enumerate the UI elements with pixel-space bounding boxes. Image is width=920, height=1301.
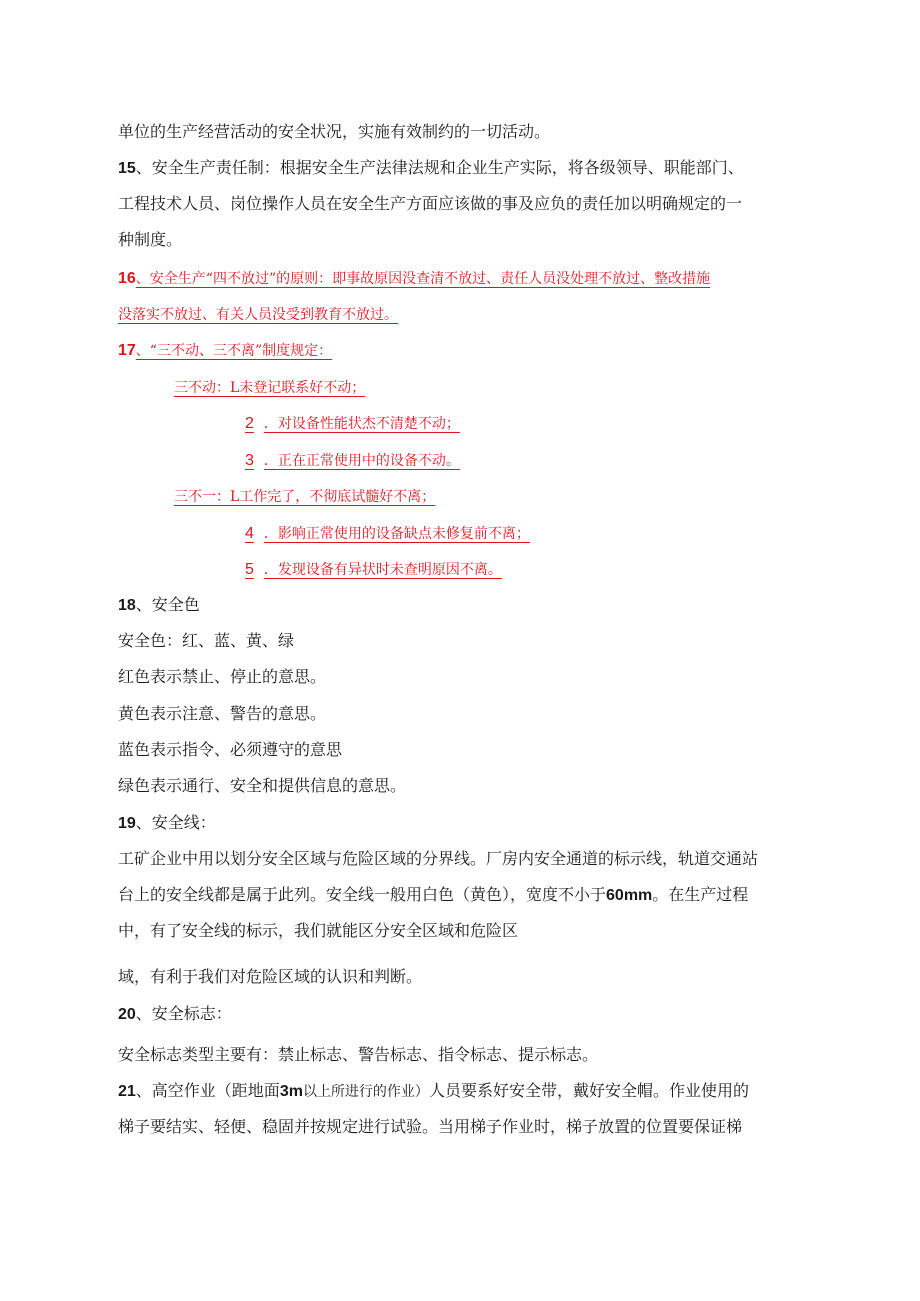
text-line: 安全标志类型主要有：禁止标志、警告标志、指令标志、提示标志。 — [118, 1045, 599, 1064]
text-line: 工矿企业中用以划分安全区域与危险区域的分界线。厂房内安全通道的标示线，轨道交通站 — [118, 849, 759, 868]
item-20: 20、安全标志： — [118, 1004, 232, 1023]
item-15: 15、安全生产责任制：根据安全生产法律法规和企业生产实际，将各级领导、职能部门、 — [118, 158, 744, 177]
sub-number: 4 — [245, 525, 254, 542]
text-line: 梯子要结实、轻便、稳固并按规定进行试验。当用梯子作业时，梯子放置的位置要保证梯 — [118, 1117, 743, 1136]
sub-number: 5 — [245, 561, 254, 578]
item-19: 19、安全线： — [118, 813, 216, 832]
sub-item: 5 ．发现设备有异状时未查明原因不离。 — [245, 561, 502, 578]
sub-item: 三不动：L未登记联系好不动； — [174, 380, 366, 396]
text-line: 工程技术人员、岗位操作人员在安全生产方面应该做的事及应负的责任加以明确规定的一 — [118, 194, 743, 213]
text-line: 没落实不放过、有关人员没受到教育不放过。 — [118, 307, 398, 323]
text-line: 黄色表示注意、警告的意思。 — [118, 704, 327, 723]
sub-item: 三不一：L工作完了，不彻底试髓好不离； — [174, 489, 436, 505]
text-line: 安全色：红、蓝、黄、绿 — [118, 631, 295, 650]
text-line: 红色表示禁止、停止的意思。 — [118, 667, 327, 686]
item-number: 19 — [118, 815, 136, 832]
text-line: 种制度。 — [118, 230, 183, 249]
text-line: 绿色表示通行、安全和提供信息的意思。 — [118, 776, 407, 795]
item-16: 16、安全生产“四不放过”的原则：即事故原因没查清不放过、责任人员没处理不放过、整改措施 — [118, 270, 711, 287]
sub-item: 3 ．正在正常使用中的设备不动。 — [245, 452, 460, 469]
item-number: 21 — [118, 1083, 136, 1100]
item-18: 18、安全色 — [118, 595, 200, 614]
item-21: 21、高空作业（距地面3m以上所进行的作业）人员要系好安全带，戴好安全帽。作业使用的 — [118, 1081, 749, 1100]
sub-number: 2 — [245, 415, 254, 432]
item-17: 17、“三不动、三不离”制度规定： — [118, 342, 333, 359]
item-number: 15 — [118, 160, 136, 177]
item-number: 17 — [118, 342, 136, 359]
item-number: 20 — [118, 1006, 136, 1023]
sub-number: 3 — [245, 452, 254, 469]
text-line: 台上的安全线都是属于此列。安全线一般用白色（黄色），宽度不小于60mm。在生产过程 — [118, 885, 749, 904]
sub-item: 2 ．对设备性能状杰不清楚不动； — [245, 415, 460, 432]
text-line: 域，有利于我们对危险区域的认识和判断。 — [118, 967, 423, 986]
item-number: 18 — [118, 597, 136, 614]
sub-item: 4 ．影响正常使用的设备缺点未修复前不离； — [245, 525, 530, 542]
text-line: 单位的生产经营活动的安全状况，实施有效制约的一切活动。 — [118, 122, 551, 141]
text-line: 蓝色表示指令、必须遵守的意思 — [118, 740, 343, 759]
text-line: 中，有了安全线的标示，我们就能区分安全区域和危险区 — [118, 921, 519, 940]
item-number: 16 — [118, 270, 136, 287]
